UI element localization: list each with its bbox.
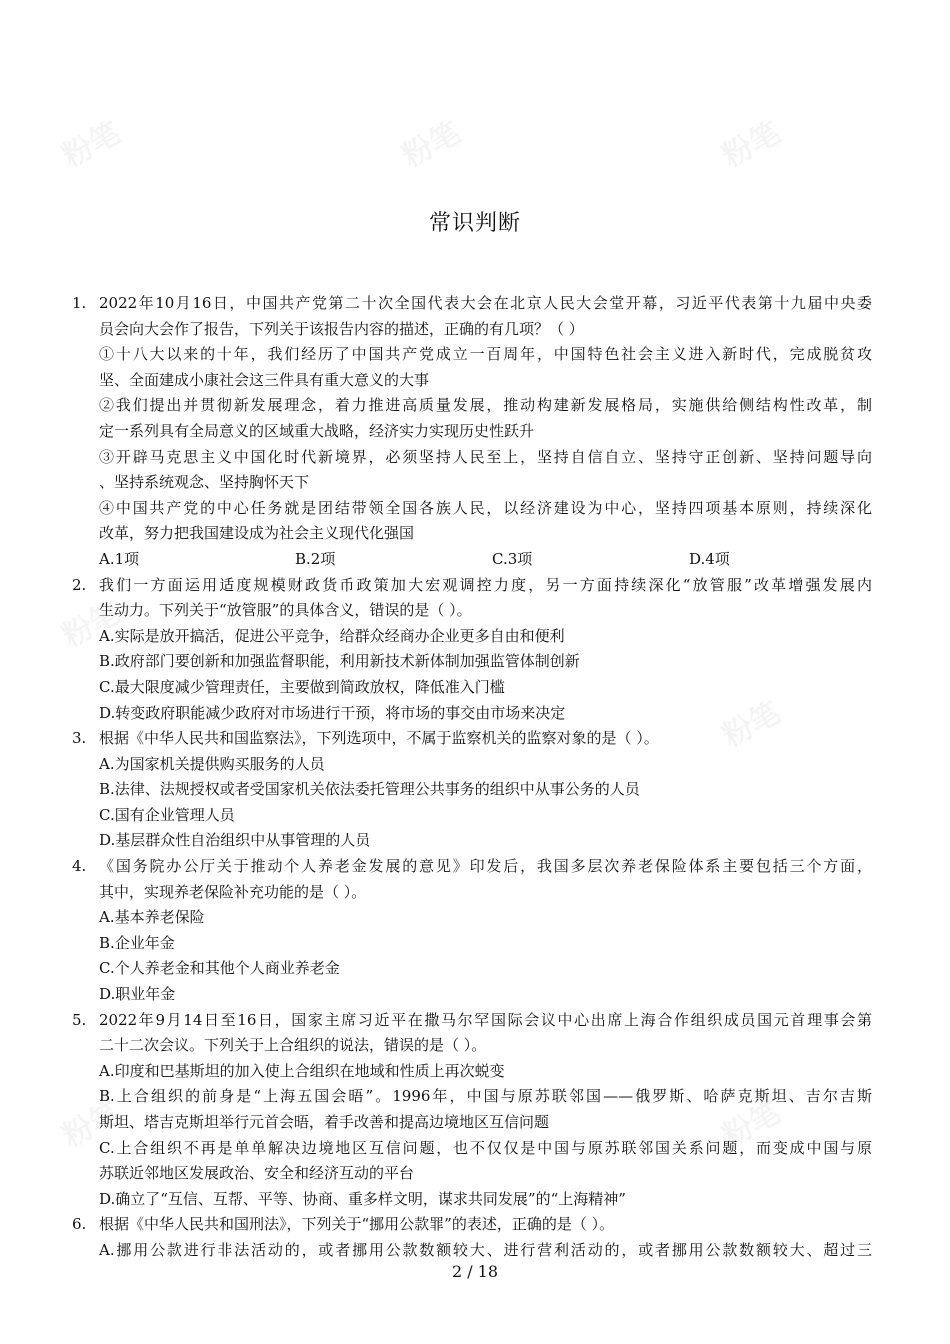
option-d: D.4项 — [689, 549, 730, 568]
question-text-line: 定一系列具有全局意义的区域重大战略，经济实力实现历史性跃升 — [99, 421, 535, 440]
watermark: 粉笔 — [56, 595, 127, 655]
option-c: C.国有企业管理人员 — [99, 805, 235, 824]
option-a: A.实际是放开搞活，促进公平竞争，给群众经商办企业更多自由和便利 — [99, 626, 565, 645]
question-text-line: 根据《中华人民共和国刑法》，下列关于“挪用公款罪”的表述，正确的是（ ）。 — [99, 1215, 615, 1234]
question-text-line: ①十八大以来的十年，我们经历了中国共产党成立一百周年，中国特色社会主义进入新时代，完成脱贫攻 — [99, 345, 872, 364]
question-2 — [72, 573, 872, 727]
option-c: C.最大限度减少管理责任，主要做到简政放权，降低准入门槛 — [99, 677, 505, 696]
watermark: 粉笔 — [716, 1095, 787, 1155]
option-d: D.转变政府职能减少政府对市场进行干预，将市场的事交由市场来决定 — [99, 703, 566, 722]
question-text-line: 坚、全面建成小康社会这三件具有重大意义的大事 — [99, 370, 430, 389]
watermark: 粉笔 — [716, 695, 787, 755]
watermark: 粉笔 — [716, 115, 787, 175]
option-b-continued: 斯坦、塔吉克斯坦举行元首会晤，着手改善和提高边境地区互信问题 — [99, 1113, 550, 1131]
option-a: A.挪用公款进行非法活动的，或者挪用公款数额较大、进行营利活动的，或者挪用公款数额较大、超过三 — [99, 1240, 872, 1259]
question-number: 6. — [72, 1215, 87, 1234]
question-number: 3. — [72, 729, 87, 748]
page-title: 常识判断 — [428, 211, 521, 236]
option-a: A.基本养老保险 — [99, 908, 205, 927]
question-list — [72, 291, 872, 1264]
option-b: B.政府部门要创新和加强监督职能，利用新技术新体制加强监管体制创新 — [99, 652, 580, 671]
question-number: 2. — [72, 575, 87, 594]
option-c-continued: 苏联近邻地区发展政治、安全和经济互动的平台 — [99, 1164, 415, 1183]
option-d: D.确立了“互信、互帮、平等、协商、重多样文明，谋求共同发展”的“上海精神” — [99, 1189, 626, 1208]
option-c: C.个人养老金和其他个人商业养老金 — [99, 959, 340, 978]
question-text-line: ②我们提出并贯彻新发展理念，着力推进高质量发展，推动构建新发展格局，实施供给侧结构性改革，制 — [99, 396, 872, 415]
watermark: 粉笔 — [56, 115, 127, 175]
question-3 — [72, 726, 872, 854]
question-text-line: 其中，实现养老保险补充功能的是（ ）。 — [99, 882, 367, 901]
question-text-line: 2022年10月16日，中国共产党第二十次全国代表大会在北京人民大会堂开幕，习近平代表第十九届中央委 — [99, 294, 872, 312]
option-b: B.上合组织的前身是“上海五国会晤”。1996年，中国与原苏联邻国——俄罗斯、哈萨克斯坦、吉尔吉斯 — [99, 1087, 872, 1106]
question-text-line: 二十二次会议。下列关于上合组织的说法，错误的是（ ）。 — [99, 1036, 487, 1055]
option-a: A.印度和巴基斯坦的加入使上合组织在地域和性质上再次蜕变 — [99, 1061, 505, 1080]
question-text-line: 2022年9月14日至16日，国家主席习近平在撒马尔罕国际会议中心出席上海合作组织成员国元首理事会第 — [99, 1010, 872, 1029]
option-b: B.2项 — [295, 549, 336, 568]
question-number: 1. — [72, 294, 87, 312]
question-text-line: 根据《中华人民共和国监察法》，下列选项中，不属于监察机关的监察对象的是（ ）。 — [99, 729, 659, 748]
question-1 — [72, 291, 872, 573]
question-text-line: 员会向大会作了报告，下列关于该报告内容的描述，正确的有几项？（ ） — [99, 319, 584, 338]
option-b: B.企业年金 — [99, 933, 175, 952]
question-text-line: ③开辟马克思主义中国化时代新境界，必须坚持人民至上，坚持自信自立、坚持守正创新、坚持问题导向 — [99, 447, 872, 466]
option-d: D.职业年金 — [99, 985, 176, 1004]
option-c: C.3项 — [492, 549, 533, 568]
option-d: D.基层群众性自治组织中从事管理的人员 — [99, 831, 371, 850]
question-text-line: ④中国共产党的中心任务就是团结带领全国各族人民，以经济建设为中心，坚持四项基本原则，持续深化 — [99, 498, 872, 517]
question-text-line: 、坚持系统观念、坚持胸怀天下 — [99, 473, 310, 492]
option-c: C.上合组织不再是单单解决边境地区互信问题，也不仅仅是中国与原苏联邻国关系问题，而变成中国与原 — [99, 1138, 872, 1157]
watermark: 粉笔 — [396, 115, 467, 175]
question-text-line: 生动力。下列关于“放管服”的具体含义，错误的是（ ）。 — [99, 601, 472, 620]
question-number: 4. — [72, 857, 87, 876]
question-text-line: 我们一方面运用适度规模财政货币政策加大宏观调控力度，另一方面持续深化“放管服”改革增强发展内 — [99, 575, 872, 594]
question-6 — [72, 1212, 872, 1263]
page-number: 2 / 18 — [451, 1262, 499, 1281]
option-a: A.为国家机关提供购买服务的人员 — [99, 754, 325, 773]
question-text-line: 《国务院办公厅关于推动个人养老金发展的意见》印发后，我国多层次养老保险体系主要包括三个方面， — [99, 857, 872, 876]
watermark: 粉笔 — [56, 1095, 127, 1155]
question-4 — [72, 854, 872, 1008]
option-a: A.1项 — [99, 549, 140, 568]
question-number: 5. — [72, 1010, 87, 1029]
question-text-line: 改革，努力把我国建设成为社会主义现代化强国 — [99, 524, 415, 543]
question-5 — [72, 1008, 872, 1213]
option-b: B.法律、法规授权或者受国家机关依法委托管理公共事务的组织中从事公务的人员 — [99, 780, 640, 799]
